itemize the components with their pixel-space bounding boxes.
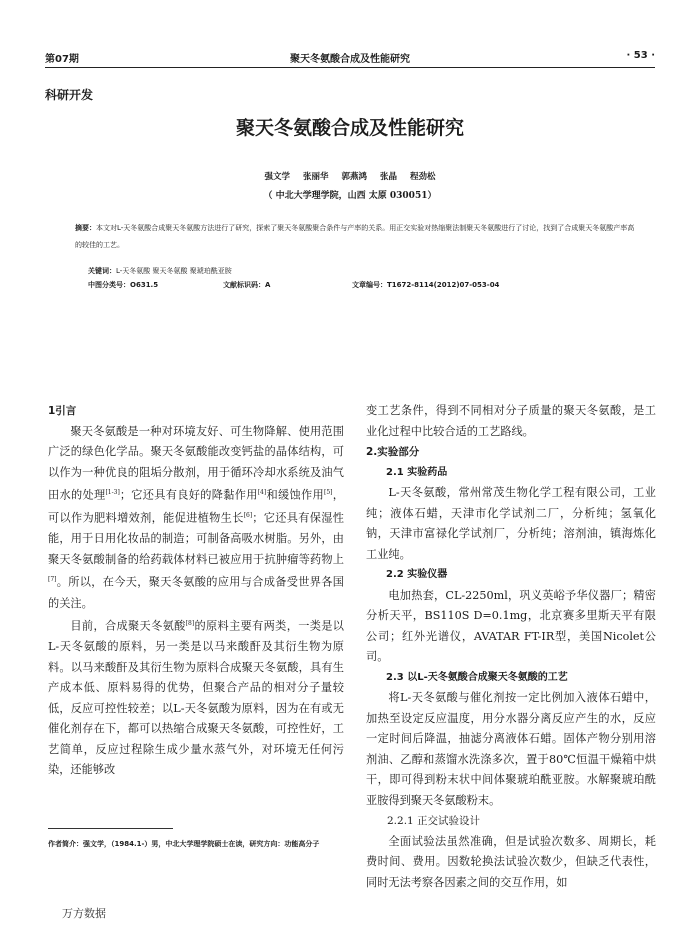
abstract: [75, 220, 635, 254]
affiliation: （ 中北大学理学院，山西 太原 030051）: [263, 191, 437, 201]
paragraph-text: 和缓蚀作用: [266, 488, 324, 502]
running-title: 聚天冬氨酸合成及性能研究: [290, 54, 410, 65]
section-heading: 2.实验部分: [366, 446, 420, 458]
paragraph: L-天冬氨酸，常州常茂生物化学工程有限公司，工业纯；液体石蜡，天津市化学试剂二厂，分析纯；氢氧化钠，天津市富禄化学试剂厂，分析纯；溶剂油，镇海炼化工业纯。: [366, 486, 656, 561]
author: 张晶: [379, 172, 397, 182]
keywords: [88, 263, 232, 280]
paragraph-text: ，可以作为肥料增效剂，能促进植物生长: [48, 488, 344, 525]
citation: [8]: [185, 620, 195, 628]
paragraph: [48, 422, 344, 615]
paragraph-text: ；它还具有保湿性能，用于日用化妆品的制造；可制备高吸水树脂。另外，由聚天冬氨酸制备的给药载体材料已被应用于抗肿瘤等药物上: [48, 511, 344, 566]
author: 强文学: [264, 172, 291, 182]
paragraph: 电加热套，CL-2250ml，巩义英峪予华仪器厂；精密分析天平，BS110S D=0.1mg，北京赛多里斯天平有限公司；红外光谱仪，AVATAR FT-IR型，美国Nicolet公司。: [366, 588, 656, 663]
subsection-heading: 2.3 以L-天冬氨酸合成聚天冬氨酸的工艺: [386, 671, 568, 683]
document-code: 文献标识码：A: [223, 281, 271, 289]
author-footnote: 作者简介：强文学，（1984.1-）男，中北大学理学院硕士在读，研究方向：功能高分子: [48, 840, 320, 848]
paragraph-text: 的原料主要有两类，一类是以L-天冬氨酸的原料，另一类是以马来酸酐及其衍生物为原料。以马来酸酐及其衍生物为原料合成聚天冬氨酸，具有生产成本低、原料易得的优势，但聚合产品的相对分子量较低，反应可控性较差；以L-天冬氨酸为原料，因为在有或无催化剂存在下，都可以热缩合成聚天冬氨酸，可控性好，工艺简单，反应过程除生成少量水蒸气外，对环境无任何污染，还能够改: [48, 619, 344, 777]
paragraph-text: ；它还具有良好的降黏作用: [119, 488, 258, 502]
keywords-text: L-天冬氨酸 聚天冬氨酸 聚琥珀酰亚胺: [116, 267, 232, 275]
author: 张丽华: [303, 172, 329, 182]
subsection-heading: 2.1 实验药品: [386, 466, 448, 478]
citation: [4]: [257, 489, 267, 496]
article-number: 文章编号：T1672-8114(2012)07-053-04: [352, 281, 500, 289]
intro-heading: 1引言: [48, 405, 77, 417]
paragraph: 将L-天冬氨酸与催化剂按一定比例加入液体石蜡中，加热至设定反应温度，用分水器分离反应产生的水，反应一定时间后降温，抽滤分离液体石蜡。固体产物分别用溶剂油、乙醇和蒸馏水洗涤多次，置于80℃恒温干燥箱中烘干，即可得到粉末状中间体聚琥珀酰亚胺。水解聚琥珀酰亚胺得到聚天冬氨酸粉末。: [366, 691, 656, 807]
page-number: · 53 ·: [626, 50, 655, 61]
footnote-rule: [48, 828, 173, 829]
citation: [5]: [323, 489, 333, 496]
subsection-heading: 2.2 实验仪器: [386, 569, 448, 580]
section-label: 科研开发: [45, 88, 94, 102]
paragraph: [48, 614, 344, 781]
author-list: [0, 170, 700, 182]
citation: [7]: [48, 576, 57, 584]
issue-number: 第07期: [45, 54, 79, 65]
paragraph: 全面试验法虽然准确，但是试验次数多、周期长，耗费时间、费用。因数轮换法试验次数少，但缺乏代表性，同时无法考察各因素之间的交互作用，如: [366, 834, 656, 889]
author: 郭燕鸿: [341, 172, 367, 182]
subsubsection-heading: 2.2.1 正交试验设计: [387, 815, 481, 827]
paragraph: 变工艺条件，得到不同相对分子质量的聚天冬氨酸，是工业化过程中比较合适的工艺路线。: [366, 404, 656, 438]
abstract-label: 摘要：: [75, 224, 96, 232]
paragraph-text: 目前，合成聚天冬氨酸: [70, 619, 186, 633]
clc-number: 中图分类号：O631.5: [88, 281, 159, 289]
paragraph-text: 。所以，在今天，聚天冬氨酸的应用与合成备受世界各国的关注。: [48, 576, 344, 610]
citation: [1-3]: [105, 489, 120, 496]
header-rule: [45, 67, 655, 68]
paragraph-text: 聚天冬氨酸是一种对环境友好、可生物降解、使用范围广泛的绿色化学品。聚天冬氨酸能改变钙盐的晶体结构，可以作为一种优良的阻垢分散剂，用于循环冷却水系统及油气田水的处理: [48, 424, 344, 502]
article-title: 聚天冬氨酸合成及性能研究: [235, 117, 464, 139]
right-column: [366, 401, 656, 893]
left-column: [48, 401, 344, 781]
citation: [6]: [243, 512, 253, 520]
keywords-label: 关键词：: [88, 267, 116, 275]
author: 程劲松: [409, 172, 436, 182]
abstract-text: 本文对L-天冬氨酸合成聚天冬氨酸方法进行了研究，探索了聚天冬氨酸聚合条件与产率的关系。用正交实验对热缩聚法制聚天冬氨酸进行了讨论，找到了合成聚天冬氨酸产率高的较佳的工艺。: [75, 224, 635, 249]
watermark: 万方数据: [62, 907, 106, 920]
